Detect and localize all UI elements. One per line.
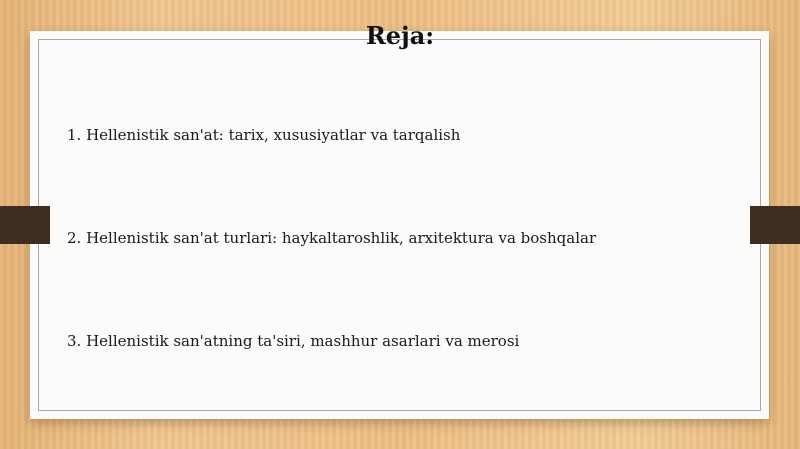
left-side-tab	[0, 206, 50, 244]
plan-item-3: 3. Hellenistik san'atning ta'siri, mashhur asarlari va merosi	[67, 332, 520, 350]
slide-title: Reja:	[365, 21, 435, 50]
plan-item-1: 1. Hellenistik san'at: tarix, xususiyatlar va tarqalish	[67, 126, 461, 144]
card-inner-border	[38, 39, 761, 411]
slide-card	[30, 31, 769, 419]
plan-item-2: 2. Hellenistik san'at turlari: haykaltaroshlik, arxitektura va boshqalar	[67, 229, 597, 247]
right-side-tab	[750, 206, 800, 244]
